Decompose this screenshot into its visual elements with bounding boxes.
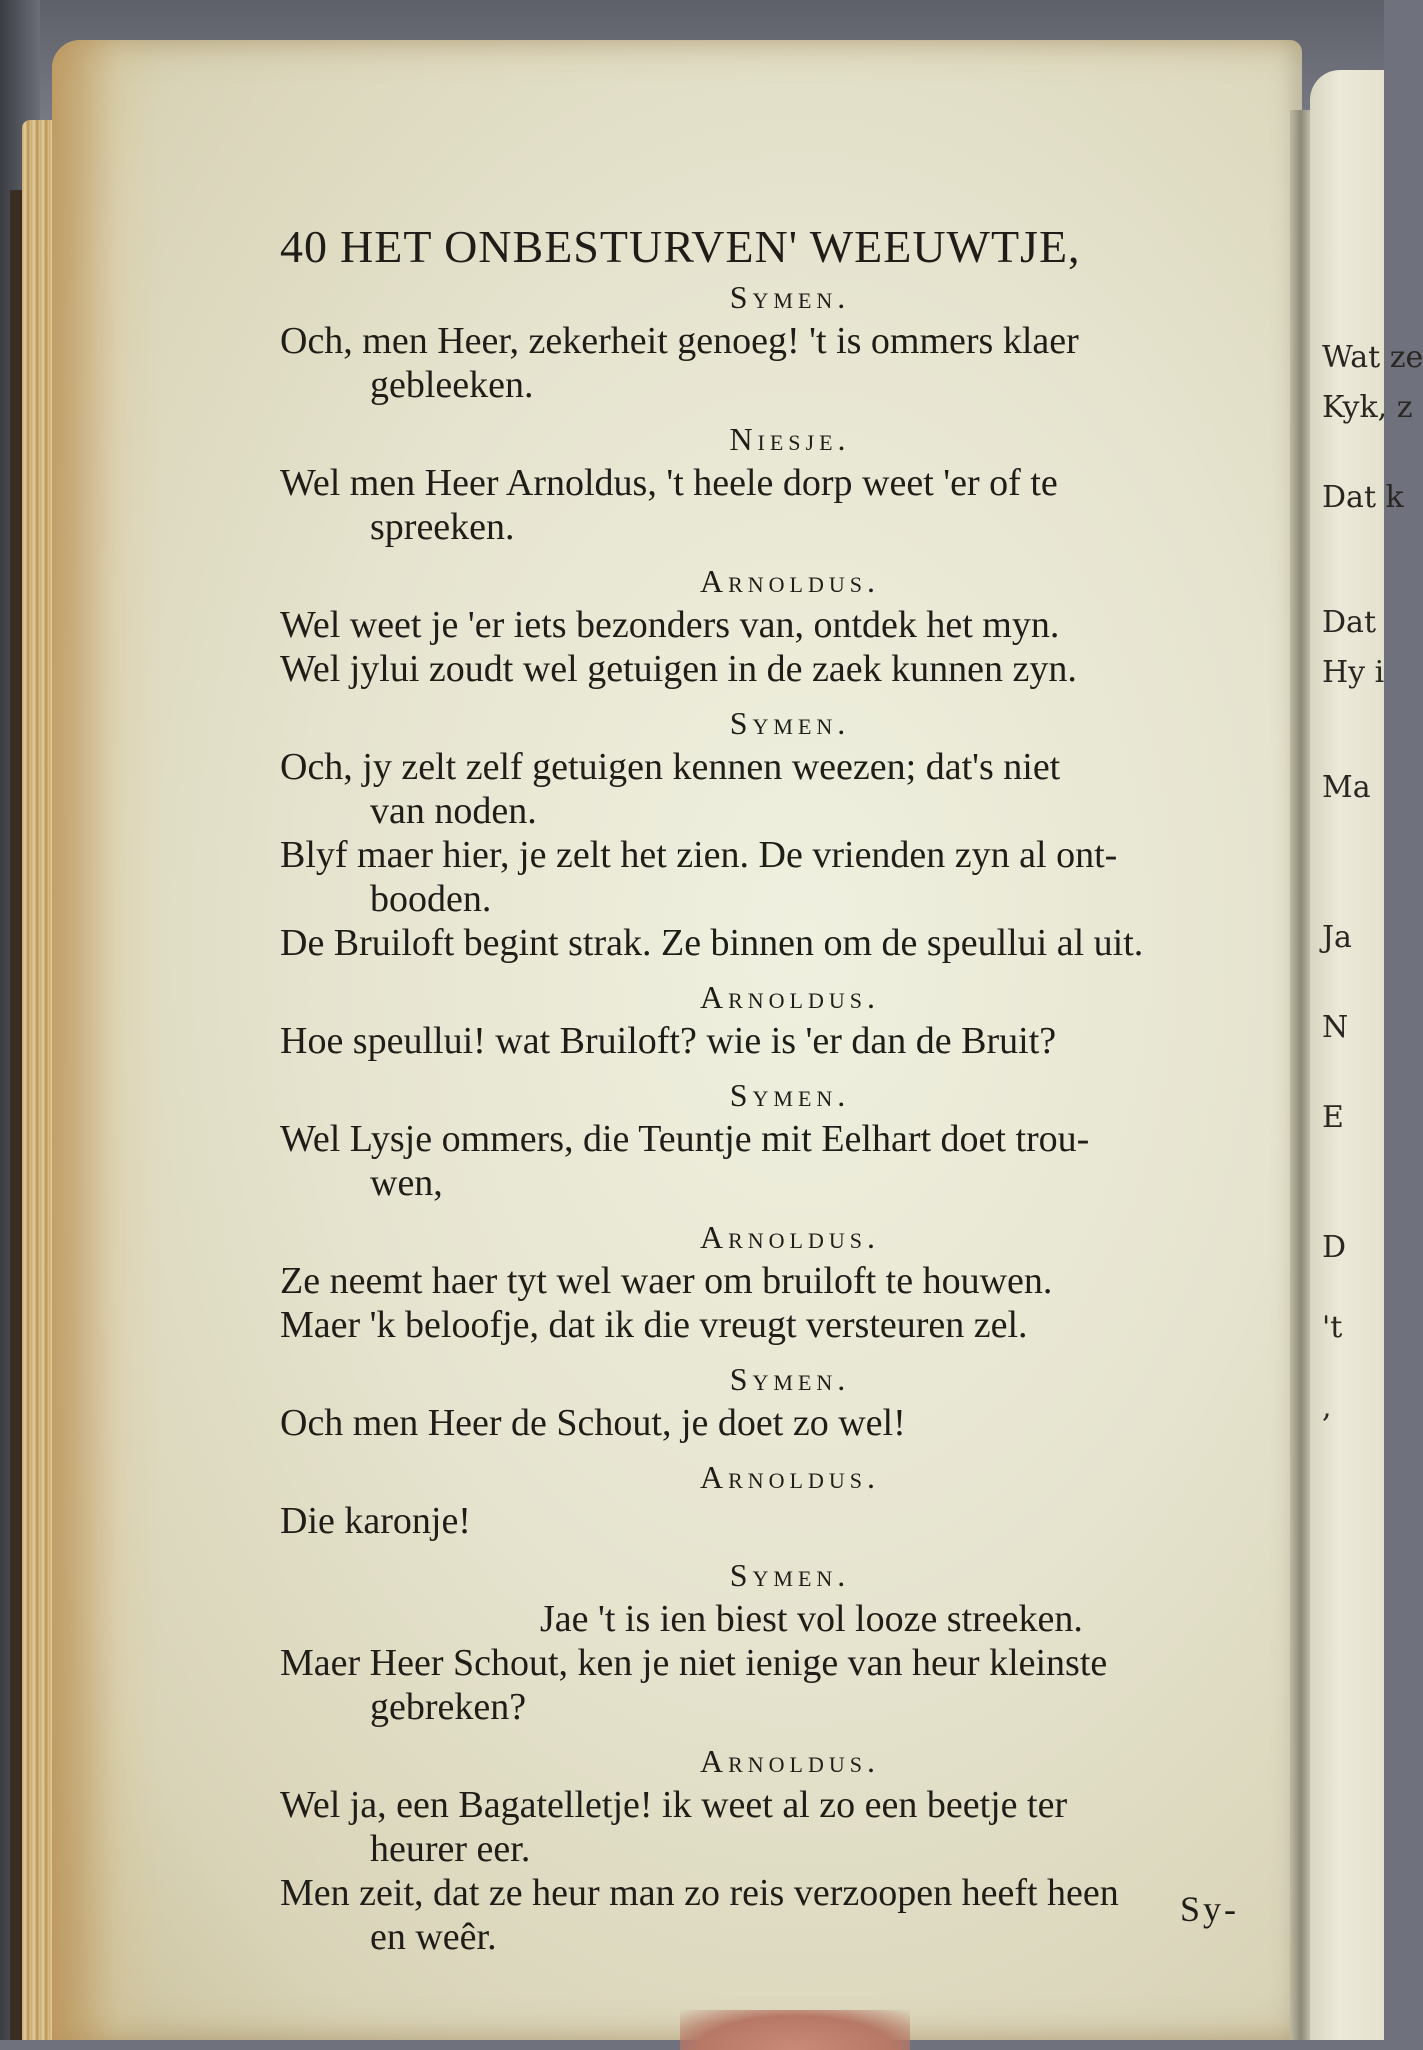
verse-continuation: spreeken. bbox=[370, 506, 515, 548]
speaker-name: Arnoldus. bbox=[699, 1743, 880, 1779]
speaker-name: Symen. bbox=[729, 705, 851, 741]
speaker-name: Symen. bbox=[729, 1557, 851, 1593]
page-number: 40 bbox=[280, 221, 328, 272]
facing-page-fragment: 't bbox=[1322, 1310, 1343, 1345]
line-gap bbox=[280, 1205, 1260, 1215]
verse-continuation: van noden. bbox=[370, 790, 537, 832]
facing-page-fragment: D bbox=[1322, 1230, 1347, 1265]
verse-continuation: en weêr. bbox=[370, 1916, 497, 1958]
facing-page-fragment: Hy i bbox=[1322, 655, 1385, 690]
verse-line: Wel weet je 'er iets bezonders van, ontdek het myn. bbox=[280, 604, 1060, 646]
speaker-name: Symen. bbox=[729, 279, 851, 315]
book-gutter bbox=[1290, 110, 1312, 2040]
verse-line: Hoe speullui! wat Bruiloft? wie is 'er dan de Bruit? bbox=[280, 1020, 1057, 1062]
line-gap bbox=[280, 1445, 1260, 1455]
facing-page-fragment: , bbox=[1322, 1390, 1332, 1425]
facing-page-fragment: N bbox=[1322, 1010, 1349, 1045]
speaker-name: Arnoldus. bbox=[699, 1459, 880, 1495]
verse-continuation: booden. bbox=[370, 878, 492, 920]
play-text-lines bbox=[280, 275, 1260, 1959]
line-gap bbox=[280, 691, 1260, 701]
speaker-name: Niesje. bbox=[729, 421, 851, 457]
facing-page-fragment: Wat ze bbox=[1322, 340, 1423, 375]
speaker-name: Symen. bbox=[729, 1077, 851, 1113]
verse-line: De Bruiloft begint strak. Ze binnen om de speullui al uit. bbox=[280, 922, 1144, 964]
facing-page-fragment: Kyk, z bbox=[1322, 390, 1413, 425]
line-gap bbox=[280, 1063, 1260, 1073]
running-title: HET ONBESTURVEN' WEEUWTJE, bbox=[340, 221, 1081, 272]
line-gap bbox=[280, 1543, 1260, 1553]
verse-line: Och, jy zelt zelf getuigen kennen weezen; dat's niet bbox=[280, 746, 1061, 788]
line-gap bbox=[280, 965, 1260, 975]
verse-line: Blyf maer hier, je zelt het zien. De vrienden zyn al ont- bbox=[280, 834, 1118, 876]
speaker-name: Arnoldus. bbox=[699, 979, 880, 1015]
verse-line: Wel Lysje ommers, die Teuntje mit Eelhart doet trou- bbox=[280, 1118, 1090, 1160]
verse-continuation: gebreken? bbox=[370, 1686, 527, 1728]
verse-line: Wel men Heer Arnoldus, 't heele dorp weet 'er of te bbox=[280, 462, 1058, 504]
speaker-name: Arnoldus. bbox=[699, 563, 880, 599]
speaker-name: Symen. bbox=[729, 1361, 851, 1397]
line-gap bbox=[280, 549, 1260, 559]
facing-page-fragment: Dat k bbox=[1322, 480, 1404, 515]
verse-line: Wel jylui zoudt wel getuigen in de zaek kunnen zyn. bbox=[280, 648, 1077, 690]
facing-page-fragment: Dat bbox=[1322, 605, 1376, 640]
page-text bbox=[280, 220, 1260, 1959]
verse-continuation: gebleeken. bbox=[370, 364, 534, 406]
thumb bbox=[680, 2010, 910, 2050]
running-head bbox=[280, 220, 1260, 273]
facing-page-fragment: Ja bbox=[1322, 920, 1352, 955]
verse-continuation: wen, bbox=[370, 1162, 443, 1204]
page-foxing bbox=[52, 40, 162, 2040]
verse-line: Ze neemt haer tyt wel waer om bruiloft te houwen. bbox=[280, 1260, 1053, 1302]
verse-line: Maer Heer Schout, ken je niet ienige van heur kleinste bbox=[280, 1642, 1108, 1684]
verse-line: Maer 'k beloofje, dat ik die vreugt versteuren zel. bbox=[280, 1304, 1028, 1346]
line-gap bbox=[280, 1729, 1260, 1739]
verse-line: Men zeit, dat ze heur man zo reis verzoopen heeft heen bbox=[280, 1872, 1119, 1914]
facing-page-fragment: E bbox=[1322, 1100, 1344, 1135]
verse-line: Och men Heer de Schout, je doet zo wel! bbox=[280, 1402, 906, 1444]
verse-line: Die karonje! bbox=[280, 1500, 471, 1542]
verse-line: Wel ja, een Bagatelletje! ik weet al zo een beetje ter bbox=[280, 1784, 1068, 1826]
verse-line: Jae 't is ien biest vol looze streeken. bbox=[540, 1598, 1083, 1640]
catchword: Sy- bbox=[1180, 1889, 1240, 1929]
facing-page-fragment: Ma bbox=[1322, 770, 1371, 805]
verse-continuation: heurer eer. bbox=[370, 1828, 531, 1870]
line-gap bbox=[280, 1347, 1260, 1357]
line-gap bbox=[280, 407, 1260, 417]
verse-line: Och, men Heer, zekerheit genoeg! 't is ommers klaer bbox=[280, 320, 1079, 362]
speaker-name: Arnoldus. bbox=[699, 1219, 880, 1255]
